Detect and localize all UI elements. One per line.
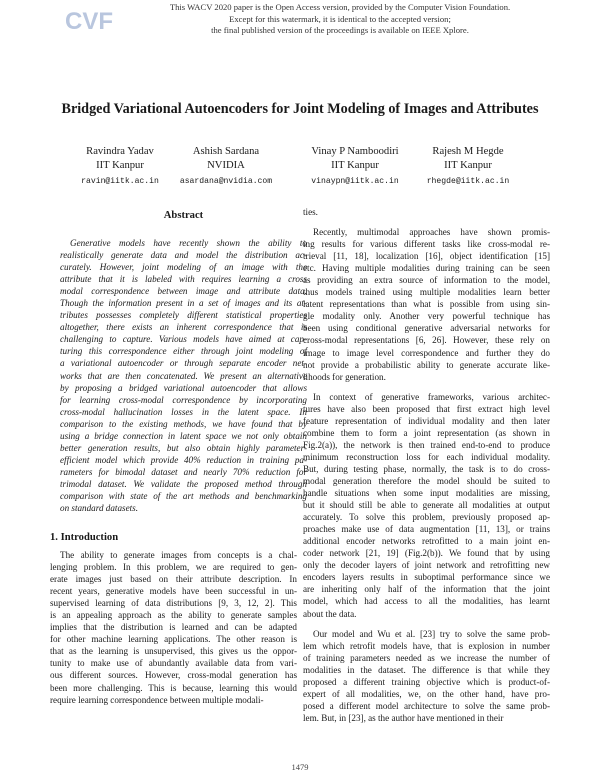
text-line: ing results for various different tasks like cross-modal re- (303, 239, 550, 250)
text-line: cross-modal representations [6, 26]. However, these rely on (303, 335, 550, 346)
author-affiliation: IIT Kanpur (96, 160, 144, 171)
author-email: rhegde@iitk.ac.in (426, 177, 510, 186)
text-line: latent representations than what is possible from using sin- (303, 299, 550, 310)
text-line: lem. But, in [23], as the author have mentioned in their (303, 712, 504, 723)
author-block (398, 145, 538, 188)
text-line: Though the information present in a set of images and its at- (60, 298, 307, 309)
text-line: comparison with state of the art methods and benchmarking (60, 490, 307, 501)
section-heading-introduction: 1. Introduction (50, 532, 119, 543)
text-line: supervised learning of data distributions [9, 3, 12, 2]. This (50, 598, 297, 609)
text-line: modalities in the dataset. The difference is that while they (303, 664, 550, 675)
text-line: Fig.2(a)), the network is then trained end-to-end to produce (303, 439, 550, 450)
author-email: ravin@iitk.ac.in (81, 177, 159, 186)
text-line: proaches make use of data augmentation [11, 13], or trains (303, 524, 550, 535)
text-line: efficient model which provide 40% reduction in training pa- (60, 454, 307, 465)
author-affiliation: IIT Kanpur (331, 160, 379, 171)
text-line: that as the learning is unsupervised, this gives us the oppor- (50, 646, 297, 657)
text-line: encoders layers results in suboptimal performance since we (303, 572, 550, 583)
author-name: Ravindra Yadav (86, 146, 154, 157)
text-line: tributes possesses completely different statistical properties (60, 310, 307, 321)
text-line: lem which retrofit models have, that is explosion in number (303, 640, 550, 651)
cvf-logo-text: CVF (65, 8, 113, 35)
text-line: for other machine learning applications. The other reason is (50, 634, 297, 645)
text-line: Recently, multimodal approaches have shown promis- (313, 227, 550, 238)
text-line: about the data. (303, 608, 357, 619)
text-line: better generation results, but also obtain highly parameter- (60, 442, 307, 453)
introduction-body (50, 549, 297, 706)
text-line: on standard datasets. (60, 503, 138, 514)
cvf-logo (64, 4, 113, 35)
text-line: additional encoder networks retrofitted to a main joint en- (303, 536, 550, 547)
watermark (140, 2, 540, 37)
text-line: using a bridge connection in latent space we not only obtain (60, 430, 307, 441)
author-name: Ashish Sardana (192, 146, 260, 157)
author-email: vinaypn@iitk.ac.in (311, 177, 399, 186)
author-block (156, 145, 296, 188)
author-name: Rajesh M Hegde (432, 146, 504, 157)
text-line: thus models trained using multiple modalities learn better (303, 287, 550, 298)
paragraph-gap (303, 383, 550, 391)
text-line: altogether, there exists an inherent correspondence that is (60, 322, 307, 333)
text-line: works that are then concatenated. We present an alternative (60, 370, 307, 381)
watermark-line: This WACV 2020 paper is the Open Access version, provided by the Computer Vision Foundation. (169, 2, 511, 12)
text-line: comparison to the existing methods, we have found that by (60, 418, 307, 429)
text-line: but it should still be able to generate all modalities at output (303, 500, 550, 511)
text-line: Generative models have recently shown the ability to (70, 238, 307, 248)
text-line: curately. However, joint modeling of an image with the (60, 262, 307, 273)
text-line: modal correspondence between image and attribute data. (60, 286, 307, 297)
text-line: posed a different model architecture to solve the same prob- (303, 700, 550, 711)
text-line: combine them to form a joint representation (as shown in (303, 427, 550, 438)
text-line: trieval [11, 18], localization [16], object identification [15] (303, 251, 550, 262)
text-line: modal generation therefore the model should be suited to (303, 475, 550, 486)
paper-title: Bridged Variational Autoencoders for Joint Modeling of Images and Attributes (61, 101, 539, 117)
text-line: The ability to generate images from concepts is a chal- (60, 550, 297, 560)
text-line: lihoods for generation. (303, 371, 386, 382)
text-line: lenging problem. In this problem, we are required to gen- (50, 562, 297, 573)
text-line: implies that the distribution is learned and can be adapted (50, 622, 297, 633)
text-line: etc. Having multiple modalities during training can be seen (303, 263, 550, 274)
text-line: proposed a different training objective which is product-of- (303, 676, 550, 687)
text-line: gle modality only. Another very powerful technique has (303, 311, 550, 322)
text-line: tunity to make use of abundantly available data from vari- (50, 658, 297, 669)
text-line: tures have also been proposed that first extract high level (303, 403, 550, 414)
author-email: asardana@nvidia.com (179, 177, 273, 186)
watermark-line: Except for this watermark, it is identical to the accepted version; (229, 13, 451, 24)
text-line: feature representation of individual modality and then later (303, 415, 550, 426)
text-line: image to image level correspondence and further they do (303, 347, 550, 358)
text-line: as providing an extra source of information to the model, (303, 275, 550, 286)
abstract-body (60, 237, 307, 514)
text-line: rameters for bimodal dataset and nearly 70% reduction for (60, 466, 307, 477)
text-line: is an appealing approach as the ability to generate samples (50, 610, 297, 621)
text-line: But, during testing phase, normally, the task is to do cross- (303, 463, 550, 474)
text-line: a variational autoencoder or through separate encoder net- (60, 358, 307, 369)
paragraph-gap (303, 620, 550, 628)
text-line: ous different sources. However, cross-modal generation has (50, 670, 297, 681)
paragraph-gap (303, 218, 550, 226)
author-affiliation: NVIDIA (207, 160, 245, 171)
text-line: challenging to capture. Various models have aimed at cap- (60, 334, 307, 345)
text-line: attribute that it is labeled with requires learning a cross (60, 274, 307, 285)
text-line: minimum reconstruction loss for each individual modality. (303, 451, 550, 462)
text-line: require learning correspondence between multiple modali- (50, 694, 264, 705)
text-line: erate images just based on their attribute description. In (50, 574, 297, 585)
text-line: not provide a probabilistic ability to generate accurate like- (303, 359, 550, 370)
text-line: trimodal dataset. We validate the proposed method through (60, 478, 307, 489)
text-line: realistically generate data and model the distribution ac- (60, 250, 307, 261)
text-line: model, which had access to all the modalities, has learnt (303, 596, 550, 607)
text-line: been more challenging. This is because, learning this would (50, 682, 297, 693)
text-line: handle situations when some input modalities are missing, (303, 488, 550, 499)
text-line: recent years, generative models have been successful in un- (50, 586, 297, 597)
text-line: cross-modal hallucination losses in the latent space. In (60, 406, 307, 417)
text-line: turing this correspondence either through joint modeling of (60, 346, 307, 357)
text-line: only the decoder layers of joint network and retrofitting new (303, 560, 550, 571)
text-line: In context of generative frameworks, various architec- (313, 391, 550, 402)
text-line: of training parameters needed as we increase the number of (303, 652, 550, 663)
text-line: by proposing a bridged variational autoencoder that allows (60, 382, 307, 393)
page-number: 1479 (291, 762, 309, 772)
watermark-line: the final published version of the proceedings is available on IEEE Xplore. (211, 25, 469, 35)
text-line: accurately. To solve this problem, previously proposed ap- (303, 512, 550, 523)
text-line: for learning cross-modal correspondence by incorporating (60, 394, 307, 405)
text-line: ties. (303, 207, 318, 217)
text-line: coder network [21, 19] (Fig.2(b)). We found that by using (303, 548, 550, 559)
author-name: Vinay P Namboodiri (311, 146, 399, 157)
right-column-body (303, 206, 550, 724)
text-line: been using conditional generative adversarial networks for (303, 323, 550, 334)
text-line: are inheriting only half of the information that the joint (303, 584, 550, 595)
text-line: expert of all modalities, we, on the other hand, have pro- (303, 688, 550, 699)
author-affiliation: IIT Kanpur (444, 160, 492, 171)
abstract-heading: Abstract (163, 210, 204, 221)
text-line: Our model and Wu et al. [23] try to solve the same prob- (313, 628, 550, 639)
